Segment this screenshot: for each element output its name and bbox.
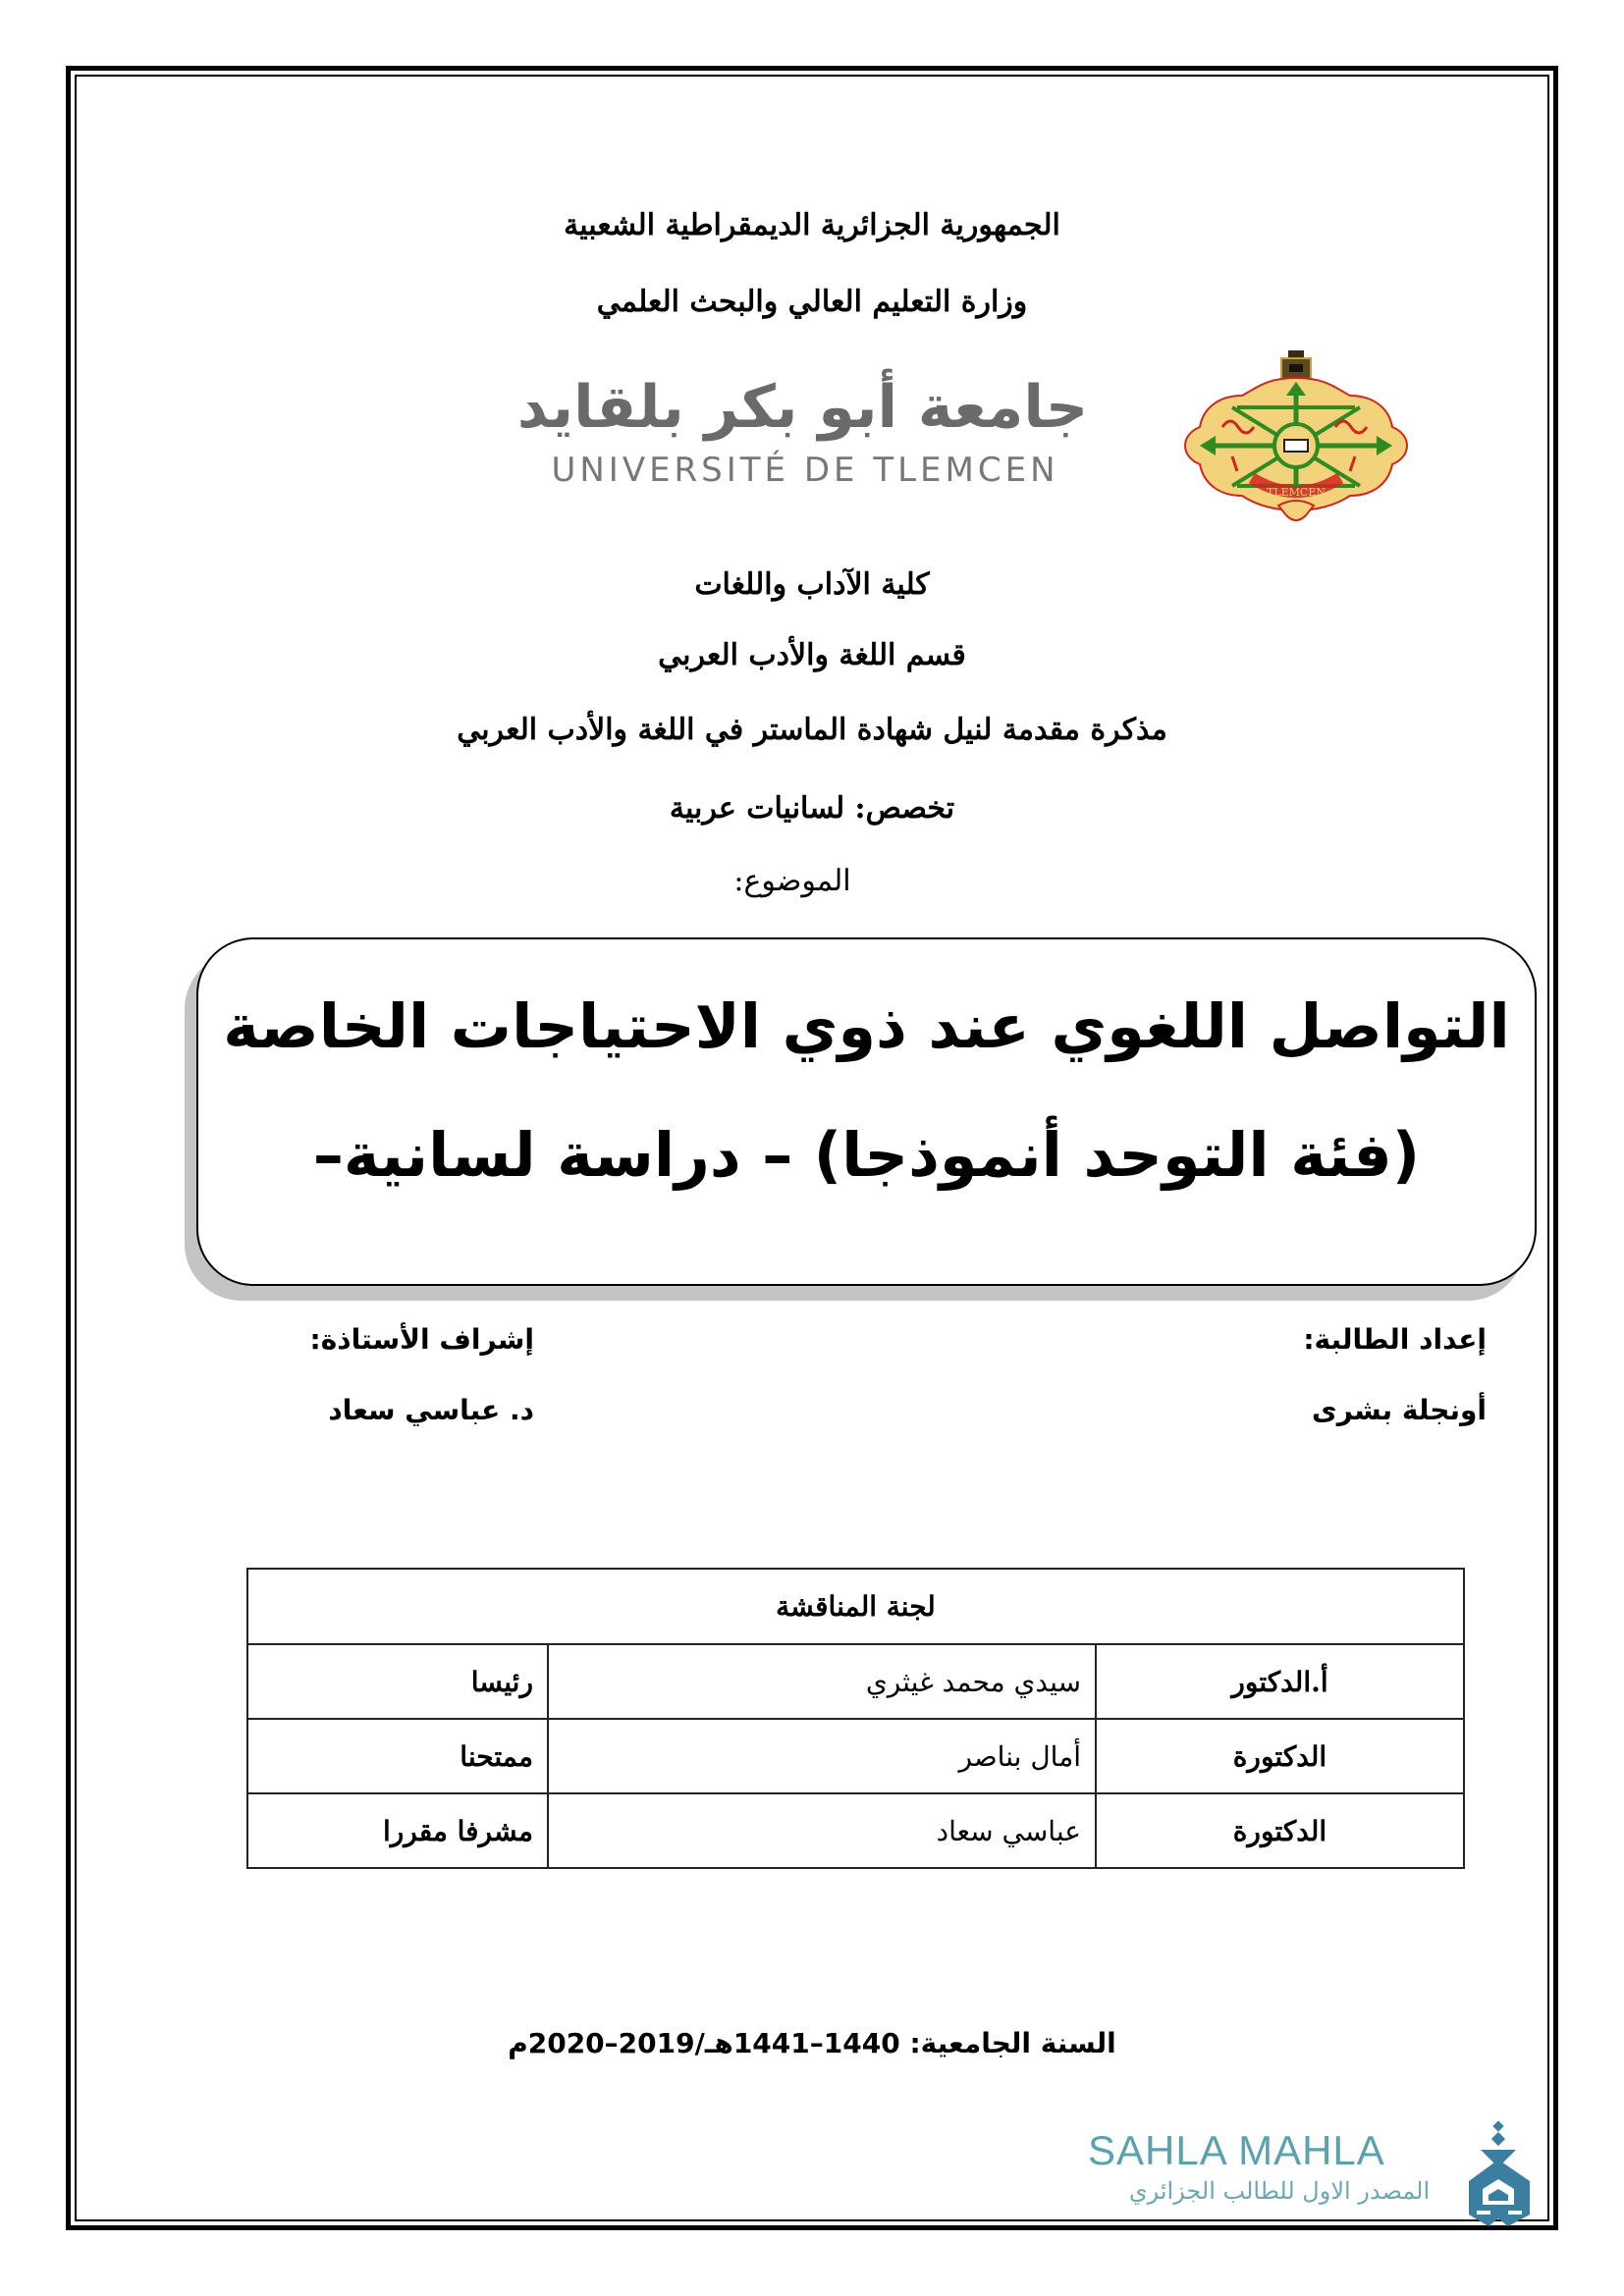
member-name: أمال بناصر xyxy=(548,1719,1096,1793)
supervisor-name: د. عباسي سعاد xyxy=(328,1394,534,1426)
member-title: الدكتورة xyxy=(1096,1719,1464,1793)
member-role: ممتحنا xyxy=(247,1719,548,1793)
thesis-purpose: مذكرة مقدمة لنيل شهادة الماستر في اللغة والأدب العربي xyxy=(457,713,1167,747)
watermark-name: SAHLA MAHLA xyxy=(1088,2127,1385,2173)
watermark-tagline: المصدر الاول للطالب الجزائري xyxy=(1128,2177,1431,2205)
ministry-heading: وزارة التعليم العالي والبحث العلمي xyxy=(596,285,1028,319)
member-title: الدكتورة xyxy=(1096,1793,1464,1868)
table-row xyxy=(247,1793,1464,1868)
thesis-title-line-1: التواصل اللغوي عند ذوي الاحتياجات الخاصة xyxy=(223,990,1510,1062)
student-label: إعداد الطالبة: xyxy=(1303,1323,1487,1356)
committee-table xyxy=(246,1568,1465,1869)
thesis-title-line-2: (فئة التوحد أنموذجا) – دراسة لسانية– xyxy=(312,1119,1421,1191)
supervisor-label: إشراف الأستاذة: xyxy=(309,1323,534,1356)
republic-heading: الجمهورية الجزائرية الديمقراطية الشعبية xyxy=(564,208,1060,242)
academic-year xyxy=(0,2027,1624,2059)
university-name-ar: جامعة أبو بكر بلقايد xyxy=(516,373,1089,442)
member-role: رئيسا xyxy=(247,1644,548,1719)
member-name: عباسي سعاد xyxy=(548,1793,1096,1868)
thesis-title-box xyxy=(196,937,1537,1286)
sahla-mahla-watermark xyxy=(1088,2128,1540,2226)
university-logo xyxy=(447,348,1414,525)
member-role: مشرفا مقررا xyxy=(247,1793,548,1868)
specialty: تخصص: لسانيات عربية xyxy=(669,791,955,826)
student-name: أونجلة بشرى xyxy=(1312,1394,1487,1426)
committee-heading: لجنة المناقشة xyxy=(247,1569,1464,1644)
university-name-fr: UNIVERSITÉ DE TLEMCEN xyxy=(551,451,1059,490)
member-name: سيدي محمد غيثري xyxy=(548,1644,1096,1719)
faculty-name: كلية الآداب واللغات xyxy=(694,567,930,602)
committee-header-row xyxy=(247,1569,1464,1644)
table-row xyxy=(247,1644,1464,1719)
department-name: قسم اللغة والأدب العربي xyxy=(658,638,966,672)
subject-label: الموضوع: xyxy=(733,864,851,898)
university-emblem-icon xyxy=(1178,348,1414,525)
academic-year-value: 1440–1441هـ/2019–2020م xyxy=(508,2027,900,2059)
table-row xyxy=(247,1719,1464,1793)
svg-text:TLEMCEN: TLEMCEN xyxy=(1266,486,1326,499)
sahla-mahla-logo-icon xyxy=(1459,2120,1540,2228)
member-title: أ.الدكتور xyxy=(1096,1644,1464,1719)
academic-year-label: السنة الجامعية: xyxy=(909,2027,1116,2059)
